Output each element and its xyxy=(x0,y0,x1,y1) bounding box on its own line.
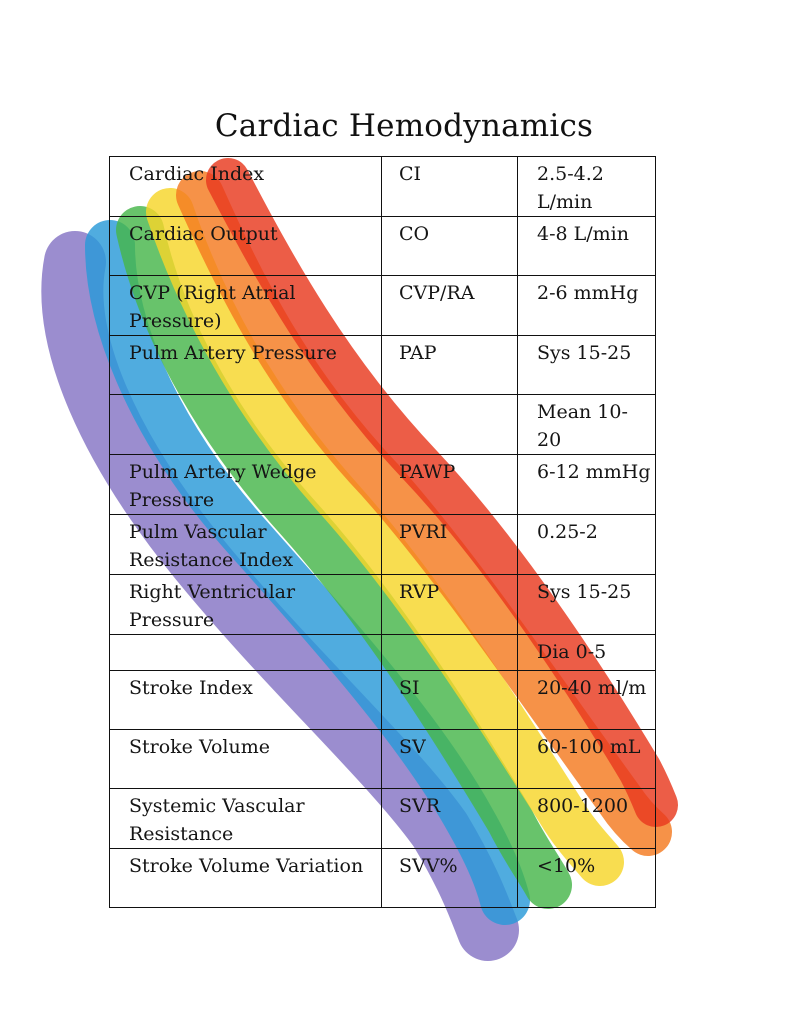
abbreviation-cell: SVV% xyxy=(382,849,518,908)
value-cell: <10% xyxy=(518,849,656,908)
parameter-cell: CVP (Right Atrial Pressure) xyxy=(110,276,382,336)
table-row xyxy=(110,789,656,849)
parameter-cell: Stroke Volume Variation xyxy=(110,849,382,908)
table-body xyxy=(110,157,656,908)
abbreviation-cell: CO xyxy=(382,217,518,276)
hemodynamics-table xyxy=(109,156,656,908)
table-row xyxy=(110,336,656,395)
value-cell: 800-1200 xyxy=(518,789,656,849)
abbreviation-cell: PAWP xyxy=(382,455,518,515)
value-cell: 2-6 mmHg xyxy=(518,276,656,336)
parameter-cell: Stroke Index xyxy=(110,671,382,730)
value-cell: Mean 10-20 xyxy=(518,395,656,455)
abbreviation-cell: SI xyxy=(382,671,518,730)
table-row xyxy=(110,671,656,730)
parameter-cell: Cardiac Index xyxy=(110,157,382,217)
abbreviation-cell: PAP xyxy=(382,336,518,395)
table-row xyxy=(110,157,656,217)
table-row xyxy=(110,515,656,575)
parameter-cell: Pulm Artery Wedge Pressure xyxy=(110,455,382,515)
value-cell: 0.25-2 xyxy=(518,515,656,575)
parameter-cell: Right Ventricular Pressure xyxy=(110,575,382,635)
value-cell: Sys 15-25 xyxy=(518,575,656,635)
table-row xyxy=(110,276,656,336)
parameter-cell xyxy=(110,395,382,455)
page-title: Cardiac Hemodynamics xyxy=(214,108,594,144)
value-cell: 20-40 ml/m xyxy=(518,671,656,730)
abbreviation-cell: CVP/RA xyxy=(382,276,518,336)
table-row xyxy=(110,217,656,276)
abbreviation-cell: RVP xyxy=(382,575,518,635)
value-cell: 4-8 L/min xyxy=(518,217,656,276)
table-row xyxy=(110,395,656,455)
abbreviation-cell xyxy=(382,635,518,671)
table-row xyxy=(110,455,656,515)
parameter-cell: Pulm Artery Pressure xyxy=(110,336,382,395)
abbreviation-cell: CI xyxy=(382,157,518,217)
value-cell: 6-12 mmHg xyxy=(518,455,656,515)
abbreviation-cell: SV xyxy=(382,730,518,789)
table-row xyxy=(110,575,656,635)
abbreviation-cell: PVRI xyxy=(382,515,518,575)
abbreviation-cell xyxy=(382,395,518,455)
table-row xyxy=(110,635,656,671)
value-cell: 60-100 mL xyxy=(518,730,656,789)
parameter-cell: Pulm Vascular Resistance Index xyxy=(110,515,382,575)
value-cell: Sys 15-25 xyxy=(518,336,656,395)
parameter-cell: Stroke Volume xyxy=(110,730,382,789)
table-row xyxy=(110,849,656,908)
abbreviation-cell: SVR xyxy=(382,789,518,849)
parameter-cell xyxy=(110,635,382,671)
table-row xyxy=(110,730,656,789)
parameter-cell: Systemic Vascular Resistance xyxy=(110,789,382,849)
value-cell: 2.5-4.2 L/min xyxy=(518,157,656,217)
parameter-cell: Cardiac Output xyxy=(110,217,382,276)
value-cell: Dia 0-5 xyxy=(518,635,656,671)
